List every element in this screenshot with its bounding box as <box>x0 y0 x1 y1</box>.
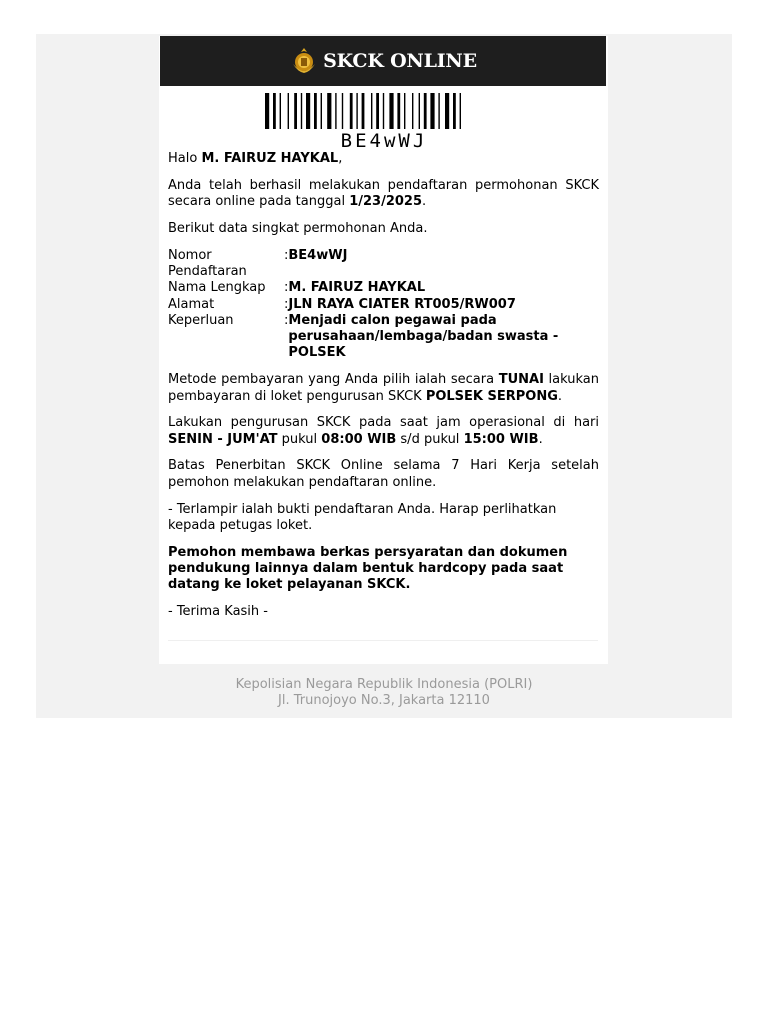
intro-paragraph <box>168 178 599 211</box>
schedule-end: 15:00 WIB <box>463 431 539 447</box>
greeting-prefix: Halo <box>168 151 202 166</box>
deadline-paragraph: Batas Penerbitan SKCK Online selama 7 Hari Kerja setelah pemohon melakukan pendaftaran online. <box>168 458 599 490</box>
info-separator: : <box>284 312 289 328</box>
payment-paragraph <box>168 372 599 405</box>
info-separator: : <box>284 280 289 296</box>
payment-location: POLSEK SERPONG <box>425 388 558 404</box>
info-row <box>168 248 588 281</box>
info-row <box>168 313 588 362</box>
payment-text: . <box>557 388 563 404</box>
brand-logo <box>289 46 477 76</box>
schedule-text: Lakukan pengurusan SKCK pada saat jam operasional di hari <box>168 415 599 431</box>
email-footer <box>36 677 732 710</box>
notice-paragraph: Pemohon membawa berkas persyaratan dan dokumen pendukung lainnya dalam bentuk hardcopy pada saat datang ke loket pelayanan SKCK. <box>168 544 568 593</box>
info-label: Nama Lengkap <box>168 280 266 296</box>
barcode-code: BE4wWJ <box>340 130 428 152</box>
thanks-text: - Terima Kasih - <box>168 604 268 620</box>
divider <box>168 640 598 641</box>
email-body <box>168 151 599 631</box>
info-value: M. FAIRUZ HAYKAL <box>288 280 426 296</box>
info-separator: : <box>284 247 289 263</box>
info-value: JLN RAYA CIATER RT005/RW007 <box>288 296 516 312</box>
applicant-name: M. FAIRUZ HAYKAL <box>201 151 339 166</box>
registration-barcode <box>264 93 504 129</box>
footer-address: Jl. Trunojoyo No.3, Jakarta 12110 <box>278 693 490 709</box>
payment-method: TUNAI <box>498 372 544 388</box>
payment-text: lakukan pembayaran di loket pengurusan SKCK <box>168 372 599 404</box>
info-label: Keperluan <box>168 312 234 328</box>
intro-end: . <box>422 194 427 210</box>
greeting <box>168 151 599 167</box>
schedule-paragraph <box>168 415 599 448</box>
greeting-suffix: , <box>338 151 343 166</box>
info-value: Menjadi calon pegawai pada perusahaan/lembaga/badan swasta - POLSEK <box>288 312 559 361</box>
info-value: BE4wWJ <box>288 247 348 263</box>
schedule-text: . <box>538 431 543 447</box>
schedule-text: pukul <box>277 431 322 447</box>
schedule-text: s/d pukul <box>396 431 464 447</box>
police-emblem-icon <box>289 46 319 76</box>
summary-paragraph: Berikut data singkat permohonan Anda. <box>168 220 428 236</box>
schedule-start: 08:00 WIB <box>321 431 397 447</box>
payment-text: Metode pembayaran yang Anda pilih ialah secara <box>168 372 499 388</box>
brand-title: SKCK ONLINE <box>323 50 477 72</box>
info-separator: : <box>284 296 289 312</box>
registration-info-table <box>168 248 588 362</box>
schedule-days: SENIN - JUM'AT <box>168 431 278 447</box>
info-row <box>168 297 588 313</box>
registration-date: 1/23/2025 <box>349 194 423 210</box>
info-label: Nomor Pendaftaran <box>168 247 247 279</box>
email-header <box>160 36 606 86</box>
info-row <box>168 280 588 296</box>
attachment-paragraph: - Terlampir ialah bukti pendaftaran Anda. Harap perlihatkan kepada petugas loket. <box>168 501 557 533</box>
footer-org: Kepolisian Negara Republik Indonesia (POLRI) <box>235 677 533 692</box>
info-label: Alamat <box>168 296 215 312</box>
intro-text: Anda telah berhasil melakukan pendaftaran permohonan SKCK secara online pada tanggal <box>168 177 599 210</box>
